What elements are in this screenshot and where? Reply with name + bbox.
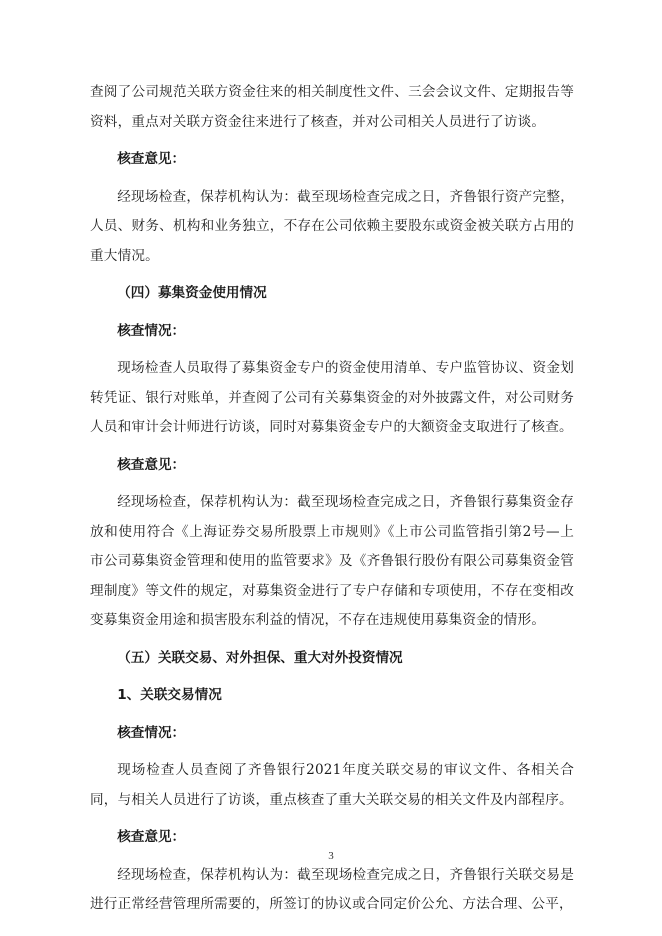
heading-review-opinion: 核查意见：	[117, 829, 186, 845]
paragraph-related-transactions-review: 现场检查人员查阅了齐鲁银行2021年度关联交易的审议文件、各相关合同，与相关人员进行了访谈，重点核查了重大关联交易的相关文件及内部程序。	[90, 762, 574, 808]
paragraph-raised-funds-opinion: 经现场检查，保荐机构认为：截至现场检查完成之日，齐鲁银行募集资金存放和使用符合《上海证券交易所股票上市规则》《上市公司监管指引第2号—上市公司募集资金管理和使用的监管要求》及《齐鲁银行股份有限公司募集资金管理制度》等文件的规定，对募集资金进行了专户存储和专项使用，不存在变相改变募集资金用途和损害股东利益的情况，不存在违规使用募集资金的情形。	[90, 494, 574, 628]
document-page	[90, 78, 574, 920]
subheading-related-transactions: 1、关联交易情况	[117, 687, 222, 703]
heading-review-status: 核查情况：	[117, 322, 186, 339]
heading-review-opinion: 核查意见：	[117, 151, 186, 167]
heading-review-status: 核查情况：	[117, 724, 186, 741]
page-number: 3	[328, 850, 334, 862]
paragraph-related-party-review: 查阅了公司规范关联方资金往来的相关制度性文件、三会会议文件、定期报告等资料，重点对关联方资金往来进行了核查，并对公司相关人员进行了访谈。	[90, 84, 574, 130]
heading-review-opinion: 核查意见：	[117, 456, 186, 473]
paragraph-related-transactions-opinion: 经现场检查，保荐机构认为：截至现场检查完成之日，齐鲁银行关联交易是进行正常经营管理所需要的，所签订的协议或合同定价公允、方法合理、公平，	[90, 866, 574, 912]
section-heading-related-transactions: （五）关联交易、对外担保、重大对外投资情况	[117, 649, 403, 666]
section-heading-raised-funds: （四）募集资金使用情况	[117, 285, 267, 301]
paragraph-raised-funds-review: 现场检查人员取得了募集资金专户的资金使用清单、专户监管协议、资金划转凭证、银行对账单，并查阅了公司有关募集资金的对外披露文件，对公司财务人员和审计会计师进行访谈，同时对募集资金专户的大额资金支取进行了核查。	[90, 360, 574, 435]
paragraph-independence-opinion: 经现场检查，保荐机构认为：截至现场检查完成之日，齐鲁银行资产完整，人员、财务、机构和业务独立，不存在公司依赖主要股东或资金被关联方占用的重大情况。	[90, 188, 574, 264]
